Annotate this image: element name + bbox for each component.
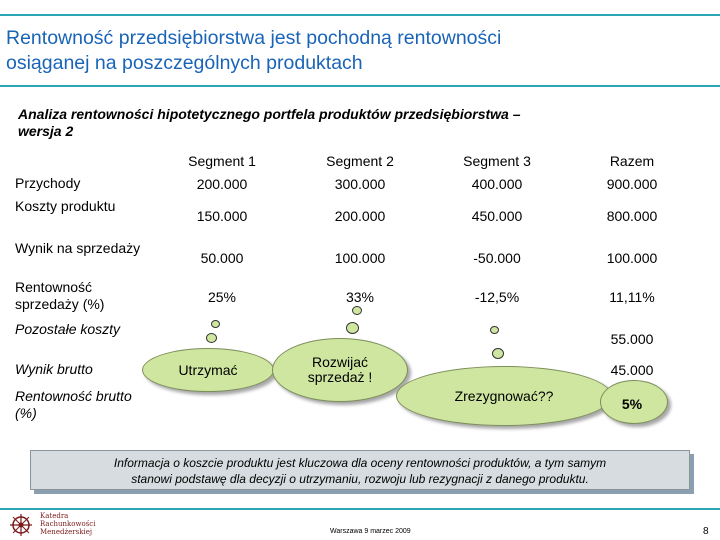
logo-text-line-2: Rachunkowości [40,520,96,528]
table-caption [18,106,678,140]
bubble-keep [142,348,274,392]
bubble-trail-dot [490,326,499,334]
table-cell: 25% [207,289,237,305]
table-cell: -12,5% [474,289,520,305]
row-label-gross-result: Wynik brutto [15,361,93,377]
info-box-line-2: stanowi podstawę dla decyzji o utrzymaniu, rozwoju lub rezygnacji z danego produktu. [131,472,589,486]
slide-title-line-2: osiąganej na poszczególnych produktach [6,52,363,74]
column-header-segment-3: Segment 3 [463,153,531,169]
logo-text-line-1: Katedra [40,512,69,520]
table-cell: 33% [345,289,375,305]
table-caption-line-1: Analiza rentowności hipotetycznego portfela produktów przedsiębiorstwa – [18,106,521,122]
table-caption-line-2: wersja 2 [18,123,74,139]
bubble-keep-text: Utrzymać [178,361,238,378]
row-label-sales-result: Wynik na sprzedaży [15,240,141,256]
table-cell: 50.000 [200,250,244,266]
bubble-develop-text: Rozwijać sprzedaż ! [307,354,373,385]
column-header-segment-2: Segment 2 [326,153,394,169]
slide-title [6,26,706,76]
row-label-product-costs: Koszty produktu [15,198,116,214]
row-label-gross-margin: Rentowność brutto (%) [15,388,132,421]
info-box [30,450,690,490]
bubble-trail-dot [352,306,362,315]
table-cell: 100.000 [606,250,658,266]
department-logo-text [40,512,95,536]
title-rule [0,85,720,87]
table-cell: 55.000 [610,331,654,347]
bubble-trail-dot [206,333,217,343]
bubble-trail-dot [492,348,504,359]
table-cell: 900.000 [606,176,658,192]
table-cell: 5% [621,396,643,412]
table-cell: 400.000 [471,176,523,192]
table-cell: 45.000 [610,362,654,378]
row-label-other-costs: Pozostałe koszty [15,321,121,337]
bubble-trail-dot [211,320,220,328]
table-cell: 450.000 [471,208,523,224]
table-cell: 100.000 [334,250,386,266]
table-cell: 200.000 [196,176,248,192]
info-box-line-1: Informacja o koszcie produktu jest kluczowa dla oceny rentowności produktów, a tym samym [113,456,607,470]
column-header-segment-1: Segment 1 [188,153,256,169]
bottom-rule [0,508,720,510]
table-cell: -50.000 [473,250,521,266]
slide-title-line-1: Rentowność przedsiębiorstwa jest pochodną rentowności [6,27,502,49]
bubble-trail-dot [346,322,359,334]
row-label-revenue: Przychody [15,175,81,191]
page-number: 8 [703,526,709,537]
table-cell: 800.000 [606,208,658,224]
table-cell: 11,11% [609,289,655,305]
logo-text-line-3: Menedżerskiej [40,528,93,536]
department-logo-icon [8,513,34,537]
table-cell: 150.000 [196,208,248,224]
top-rule [0,14,720,16]
column-header-total: Razem [609,153,655,169]
table-cell: 200.000 [334,208,386,224]
footer-date: Warszawa 9 marzec 2009 [330,528,411,535]
bubble-develop [272,338,408,402]
row-label-sales-margin: Rentowność sprzedaży (%) [15,279,105,312]
bubble-discontinue-text: Zrezygnować?? [454,387,554,404]
table-cell: 300.000 [334,176,386,192]
